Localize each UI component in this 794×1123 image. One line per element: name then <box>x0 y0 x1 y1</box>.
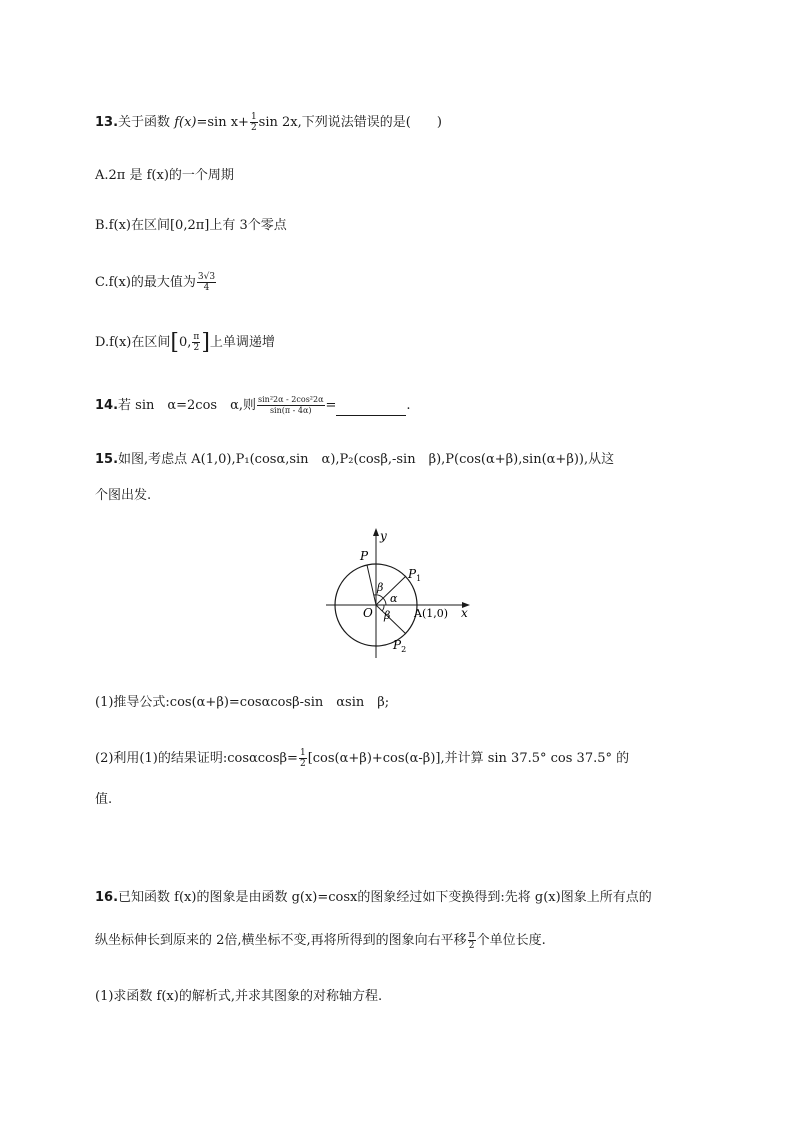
q15-part2-frac-num: 1 <box>299 748 306 758</box>
q15-text2: 个图出发. <box>95 488 152 503</box>
p-label: P <box>360 549 369 563</box>
q15-text1: 如图,考虑点 A(1,0),P₁(cosα,sin α),P₂(cosβ,-sin β),P(cos(α+β),sin(α+β)),从这 <box>118 452 615 467</box>
q15-stem-line2 <box>95 486 151 506</box>
q13-option-d-label: D. <box>95 335 110 350</box>
q14-eq: = <box>325 398 337 413</box>
q15-part2-line1 <box>95 748 629 769</box>
q13-option-b-text: f(x)在区间[0,2π]上有 3个零点 <box>108 218 287 233</box>
q13-option-d-right-bracket: ] <box>201 329 210 355</box>
p1-label: $P_1$ <box>408 567 422 583</box>
q13-option-d <box>95 329 275 355</box>
q13-option-d-interval-left: 0, <box>178 335 192 350</box>
unit-circle-figure <box>322 528 472 660</box>
q16-stem-line2 <box>95 930 546 951</box>
q13-option-d-frac-num: π <box>193 332 200 342</box>
q14-stem: 14.若 sin α=2cos α,则 $\frac{\text{sin²2α - 2cos²2α}}{\sin(\pi - 4\alpha)}$ = . <box>95 395 411 415</box>
q13-option-c-text: f(x)的最大值为 <box>108 275 196 290</box>
q14-number: 14. <box>95 398 119 413</box>
q14-frac-den: sin(π - 4α) <box>269 406 312 415</box>
beta-upper-arc <box>374 595 383 598</box>
q15-part2-line2 <box>95 790 112 810</box>
q15-part2-b: [cos(α+β)+cos(α-β)],并计算 sin 37.5° cos 37.5° 的 <box>307 751 630 766</box>
q15-part2-fraction <box>299 748 307 769</box>
q15-part2-c: 值. <box>95 792 113 807</box>
q16-stem-line1 <box>95 888 652 908</box>
q13-option-a-text: 2π 是 f(x)的一个周期 <box>108 168 234 183</box>
q13-fraction <box>250 112 258 133</box>
x-label: x <box>461 606 468 620</box>
q16-part1 <box>95 987 382 1007</box>
q13-option-c-fraction <box>197 272 216 293</box>
q16-text2-b: 个单位长度. <box>476 933 546 948</box>
alpha-label: α <box>390 592 398 605</box>
q13-option-b-label: B. <box>95 218 109 233</box>
q16-part1-text: (1)求函数 f(x)的解析式,并求其图象的对称轴方程. <box>95 989 383 1004</box>
q13-option-c <box>95 272 217 293</box>
q13-frac-den: 2 <box>250 123 257 133</box>
q13-eq: =sin x+ <box>196 115 249 130</box>
q14-text: 若 sin α=2cos α,则 <box>118 398 256 413</box>
q13-option-a <box>95 166 234 186</box>
q13-stem-prefix: 关于函数 <box>118 115 171 130</box>
q13-option-d-post: 上单调递增 <box>209 335 275 350</box>
q14-frac-num: sin²2α - 2cos²2α <box>258 395 324 404</box>
q15-number: 15. <box>95 452 119 467</box>
q13-frac-num: 1 <box>250 112 257 122</box>
q16-text1: 已知函数 f(x)的图象是由函数 g(x)=cosx的图象经过如下变换得到:先将 g(x)图象上所有点的 <box>118 890 652 905</box>
q15-part2-frac-den: 2 <box>299 759 306 769</box>
q13-option-d-left-bracket: [ <box>170 329 179 355</box>
q14-fraction <box>257 395 325 416</box>
q13-option-a-label: A. <box>95 168 109 183</box>
q13-option-c-frac-den: 4 <box>203 283 210 293</box>
q13-option-d-fraction <box>192 332 200 353</box>
q13-stem <box>95 112 442 133</box>
q16-fraction <box>468 930 476 951</box>
q13-option-c-frac-num: 3√3 <box>197 272 216 282</box>
beta-upper-label: β <box>377 581 384 594</box>
p2-label: $P_2$ <box>393 638 407 654</box>
q14-answer-blank[interactable] <box>336 401 406 416</box>
q16-frac-den: 2 <box>468 941 475 951</box>
q13-option-b <box>95 216 287 236</box>
q15-part2-a: (2)利用(1)的结果证明:cosαcosβ= <box>95 751 298 766</box>
q13-option-c-label: C. <box>95 275 109 290</box>
beta-lower-label: β <box>384 609 391 622</box>
origin-label: O <box>363 606 373 620</box>
q13-tail: sin 2x,下列说法错误的是( ) <box>258 115 442 130</box>
q15-stem-line1 <box>95 450 614 470</box>
q16-number: 16. <box>95 890 119 905</box>
q13-number: 13. <box>95 115 119 130</box>
alpha-arc <box>383 598 386 605</box>
q15-part1 <box>95 693 389 713</box>
radius-op2 <box>376 605 406 634</box>
y-label: y <box>380 529 387 543</box>
a-point-label: A(1,0) <box>414 607 449 620</box>
q16-text2-a: 纵坐标伸长到原来的 2倍,横坐标不变,再将所得到的图象向右平移 <box>95 933 467 948</box>
q13-option-d-frac-den: 2 <box>193 343 200 353</box>
q16-frac-num: π <box>468 930 475 940</box>
y-axis-arrow <box>373 528 379 536</box>
q13-option-d-pre: f(x)在区间 <box>109 335 171 350</box>
q15-part1-text: (1)推导公式:cos(α+β)=cosαcosβ-sin αsin β; <box>95 695 390 710</box>
q13-func: f(x) <box>174 115 197 130</box>
radius-op <box>367 565 376 605</box>
